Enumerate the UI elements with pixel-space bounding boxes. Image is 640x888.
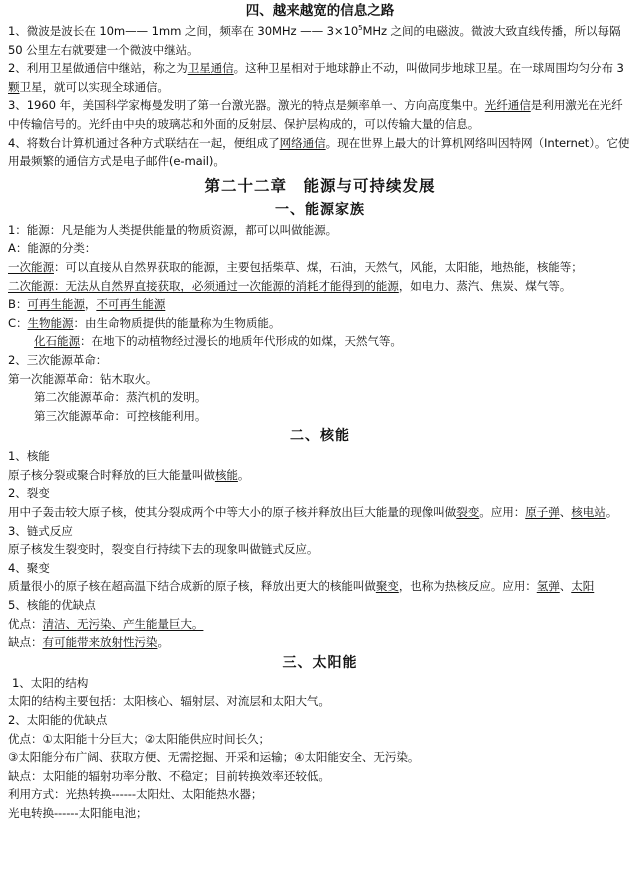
text: ：可以直接从自然界获取的能源，主要包括柴草、煤，石油，天然气，风能，太阳能，地热能，核能等； [53, 259, 583, 274]
underlined-term: 裂变 [456, 505, 480, 520]
text: 卫星，就可以实现全球通信。 [19, 79, 169, 94]
underlined-term: 核能 [214, 467, 238, 482]
line: 1、核能 [8, 449, 50, 464]
paragraph-satellite [8, 59, 632, 96]
underlined-term: 有可能带来放射性污染 [42, 635, 158, 650]
line: 1：能源：凡是能为人类提供能量的物质资源，都可以叫做能源。 [8, 222, 338, 237]
text: 。 [605, 505, 618, 520]
underlined-term: 一次能源 [8, 259, 54, 274]
chapter-title: 第二十二章 能源与可持续发展 [204, 175, 436, 195]
text: B： [8, 297, 28, 312]
line [8, 332, 632, 351]
line: 第一次能源革命：钻木取火。 [8, 371, 158, 386]
text: 1、微波是波长在 10m—— 1mm 之间，频率在 30MHz —— 3×10 [8, 24, 359, 38]
underlined-term: 聚变 [375, 579, 399, 594]
underlined-term: 原子弹 [525, 505, 560, 520]
line [8, 466, 632, 485]
text: 质量很小的原子核在超高温下结合成新的原子核，释放出更大的核能叫做 [8, 579, 376, 594]
underlined-term: 核电站 [571, 505, 606, 520]
text: 。这种卫星相对于地球静止不动，叫做同步地球卫星。在一球周围均匀分布 3 [233, 61, 624, 76]
underlined-term: 化石能源 [34, 334, 80, 349]
underlined-term: 二次能源 [8, 278, 54, 293]
line: 4、聚变 [8, 560, 50, 575]
text: ：在地下的动植物经过漫长的地质年代形成的如煤，天然气等。 [79, 334, 402, 349]
line: 1、太阳的结构 [12, 675, 89, 690]
underlined-term: 氢弹 [536, 579, 560, 594]
line: 原子核发生裂变时，裂变自行持续下去的现象叫做链式反应。 [8, 542, 319, 557]
section-title-solar: 三、太阳能 [282, 654, 358, 671]
line: 缺点：太阳能的辐射功率分散、不稳定；目前转换效率还较低。 [8, 768, 330, 783]
text: MHz 之间的电磁波。微波大致直线传播，所以每隔 50 公里左右就要建一个微波中继站。 [8, 24, 621, 57]
text: C： [8, 315, 28, 330]
line: 太阳的结构主要包括：太阳核心、辐射层、对流层和太阳大气。 [8, 694, 330, 709]
line: ③太阳能分布广阔、获取方便、无需挖掘、开采和运输；④太阳能安全、无污染。 [8, 750, 420, 765]
underlined-term: 可再生能源 [27, 297, 85, 312]
underlined-term: ：无法从自然界直接获取，必须通过一次能源的消耗才能得到的能源 [53, 278, 399, 293]
line [8, 314, 632, 333]
underlined-term: 清洁、无污染、产生能量巨大。 [42, 616, 204, 631]
line: A：能源的分类： [8, 241, 97, 256]
underlined-term: 太阳 [571, 579, 595, 594]
text: 原子核分裂或聚合时释放的巨大能量叫做 [8, 467, 215, 482]
underlined-term: 光纤通信 [484, 98, 531, 113]
underlined-term: 网络通信 [279, 135, 326, 150]
text: ：由生命物质提供的能量称为生物质能。 [73, 315, 281, 330]
paragraph-microwave [8, 22, 632, 59]
underlined-term: 颗 [8, 79, 20, 94]
text: ，也称为热核反应。应用： [398, 579, 537, 594]
line: 光电转换------太阳能电池； [8, 805, 148, 820]
line: 利用方式：光热转换------太阳灶、太阳能热水器； [8, 787, 263, 802]
text: 、 [559, 505, 572, 520]
line [8, 577, 632, 596]
line [8, 633, 632, 652]
line: 3、链式反应 [8, 523, 73, 538]
text: 。现在世界上最大的计算机网络叫因特网（Internet）。它使用最频繁的通信方式是电子邮件(e-mail)。 [8, 135, 630, 169]
line [8, 295, 632, 314]
paragraph-laser [8, 96, 632, 133]
text: ，如电力、蒸汽、焦炭、煤气等。 [398, 278, 572, 293]
section-title-nuclear: 二、核能 [290, 428, 350, 445]
line: 优点：①太阳能十分巨大；②太阳能供应时间长久； [8, 731, 270, 746]
text: 。 [237, 467, 250, 482]
superscript: 5 [358, 24, 363, 33]
line [8, 615, 632, 634]
line [8, 503, 632, 522]
text: 优点： [8, 616, 43, 631]
text: 用中子轰击较大原子核，使其分裂成两个中等大小的原子核并释放出巨大能量的现像叫做 [8, 505, 457, 520]
text: 是利用激光在光纤中传输信号的。光纤由中央的玻璃芯和外面的反射层、保护层构成的，可以传输大量的信息。 [8, 98, 623, 131]
text: 2、利用卫星做通信中继站，称之为 [8, 61, 188, 76]
text: 、 [559, 579, 572, 594]
section-title-info-road: 四、越来越宽的信息之路 [245, 3, 395, 19]
line [8, 258, 632, 277]
paragraph-network [8, 134, 632, 171]
text: 。 [157, 635, 169, 650]
text: 缺点： [8, 635, 43, 650]
text: 。应用： [479, 505, 526, 520]
line: 第三次能源革命：可控核能利用。 [34, 408, 207, 423]
underlined-term: 不可再生能源 [96, 297, 166, 312]
underlined-term: 生物能源 [27, 315, 74, 330]
underlined-term: 卫星通信 [187, 61, 234, 76]
line: 2、裂变 [8, 486, 50, 501]
line [8, 277, 632, 296]
line: 2、三次能源革命： [8, 352, 108, 367]
text: ， [84, 297, 97, 312]
line: 2、太阳能的优缺点 [8, 713, 108, 727]
line: 第二次能源革命：蒸汽机的发明。 [34, 390, 207, 405]
text: 3、1960 年，美国科学家梅曼发明了第一台激光器。激光的特点是频率单一、方向高度集中。 [8, 98, 485, 113]
section-title-energy-family: 一、能源家族 [275, 201, 365, 218]
line: 5、核能的优缺点 [8, 598, 96, 613]
text: 4、将数台计算机通过各种方式联结在一起，便组成了 [8, 135, 280, 150]
